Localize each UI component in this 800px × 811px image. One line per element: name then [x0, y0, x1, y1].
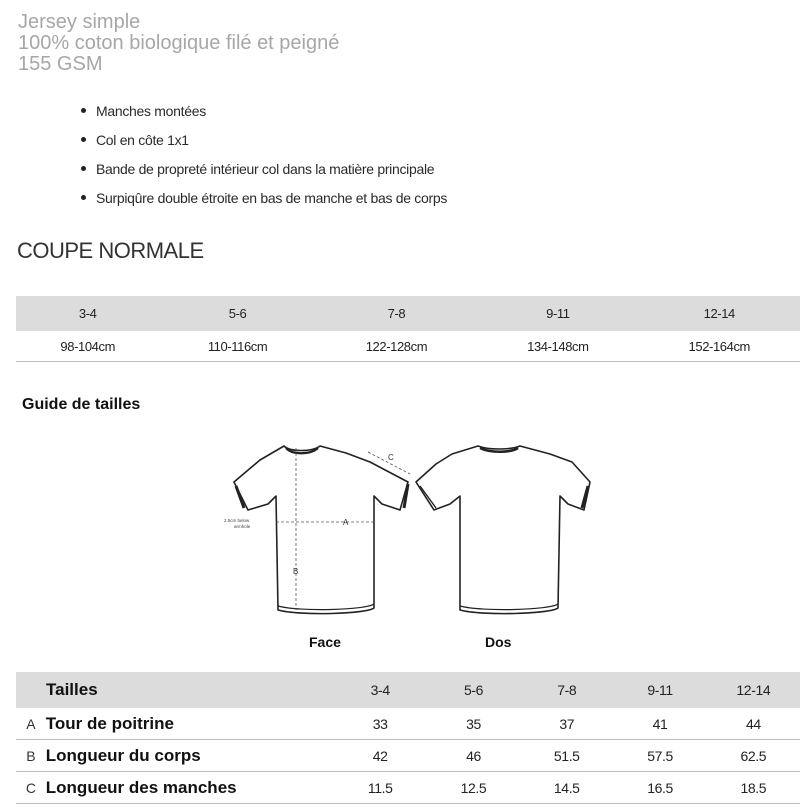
fit-title: COUPE NORMALE [17, 238, 204, 263]
value-cell: 16.5 [613, 772, 706, 804]
row-letter: C [16, 772, 46, 804]
tshirt-front-drawing [234, 446, 408, 614]
height-cell: 110-116cm [159, 331, 315, 362]
age-cell: 3-4 [16, 296, 159, 331]
row-label: Tour de poitrine [46, 708, 334, 740]
row-label: Longueur des manches [46, 772, 334, 804]
fabric-spec [18, 12, 339, 75]
bullet-icon [81, 195, 86, 200]
size-header-cell: 7-8 [520, 672, 613, 708]
size-row-chest [16, 708, 800, 740]
sizes-header-label: Tailles [16, 672, 334, 708]
feature-text: Col en côte 1x1 [96, 132, 189, 148]
feature-item [78, 129, 447, 158]
age-cell: 5-6 [159, 296, 315, 331]
front-caption: Face [309, 634, 341, 650]
row-letter: B [16, 740, 46, 772]
height-cell: 98-104cm [16, 331, 159, 362]
value-cell: 62.5 [707, 740, 800, 772]
size-guide-table [16, 672, 800, 804]
height-cell: 134-148cm [477, 331, 638, 362]
spec-line-material: 100% coton biologique filé et peigné [18, 32, 340, 54]
size-header-cell: 3-4 [334, 672, 427, 708]
age-cell: 12-14 [639, 296, 800, 331]
armhole-note-line1: 2.5cm below [224, 518, 250, 523]
feature-text: Bande de propreté intérieur col dans la matière principale [96, 161, 435, 177]
marker-a-label: A [343, 518, 349, 527]
spec-line-jersey: Jersey simple [18, 11, 141, 33]
value-cell: 12.5 [427, 772, 520, 804]
size-header-row [16, 672, 800, 708]
row-label: Longueur du corps [46, 740, 334, 772]
value-cell: 57.5 [613, 740, 706, 772]
tshirt-back-drawing [416, 446, 590, 614]
value-cell: 44 [707, 708, 800, 740]
value-cell: 42 [334, 740, 427, 772]
back-caption: Dos [485, 634, 512, 650]
size-header-cell: 12-14 [707, 672, 800, 708]
feature-item [78, 100, 447, 129]
size-row-body-length [16, 740, 800, 772]
value-cell: 18.5 [707, 772, 800, 804]
value-cell: 11.5 [334, 772, 427, 804]
value-cell: 46 [427, 740, 520, 772]
height-cell: 152-164cm [639, 331, 800, 362]
age-cell: 9-11 [477, 296, 638, 331]
age-range-table [16, 296, 800, 362]
feature-text: Manches montées [96, 103, 206, 119]
marker-c-label: C [388, 453, 394, 462]
size-guide-title: Guide de tailles [22, 396, 141, 413]
size-header-cell: 5-6 [427, 672, 520, 708]
size-row-sleeve-length [16, 772, 800, 804]
value-cell: 14.5 [520, 772, 613, 804]
marker-b-label: B [293, 567, 299, 576]
bullet-icon [81, 137, 86, 142]
value-cell: 33 [334, 708, 427, 740]
height-cell: 122-128cm [316, 331, 477, 362]
size-header-cell: 9-11 [613, 672, 706, 708]
bullet-icon [81, 108, 86, 113]
feature-item [78, 187, 447, 216]
feature-list [78, 100, 447, 216]
age-cell: 7-8 [316, 296, 477, 331]
value-cell: 51.5 [520, 740, 613, 772]
value-cell: 41 [613, 708, 706, 740]
spec-line-weight: 155 GSM [18, 53, 103, 75]
bullet-icon [81, 166, 86, 171]
armhole-note-line2: armhole [234, 524, 251, 529]
value-cell: 37 [520, 708, 613, 740]
feature-item [78, 158, 447, 187]
row-letter: A [16, 708, 46, 740]
value-cell: 35 [427, 708, 520, 740]
feature-text: Surpiqûre double étroite en bas de manche et bas de corps [96, 190, 448, 206]
age-row [16, 296, 800, 331]
height-row [16, 331, 800, 362]
tshirt-illustration [220, 438, 600, 638]
